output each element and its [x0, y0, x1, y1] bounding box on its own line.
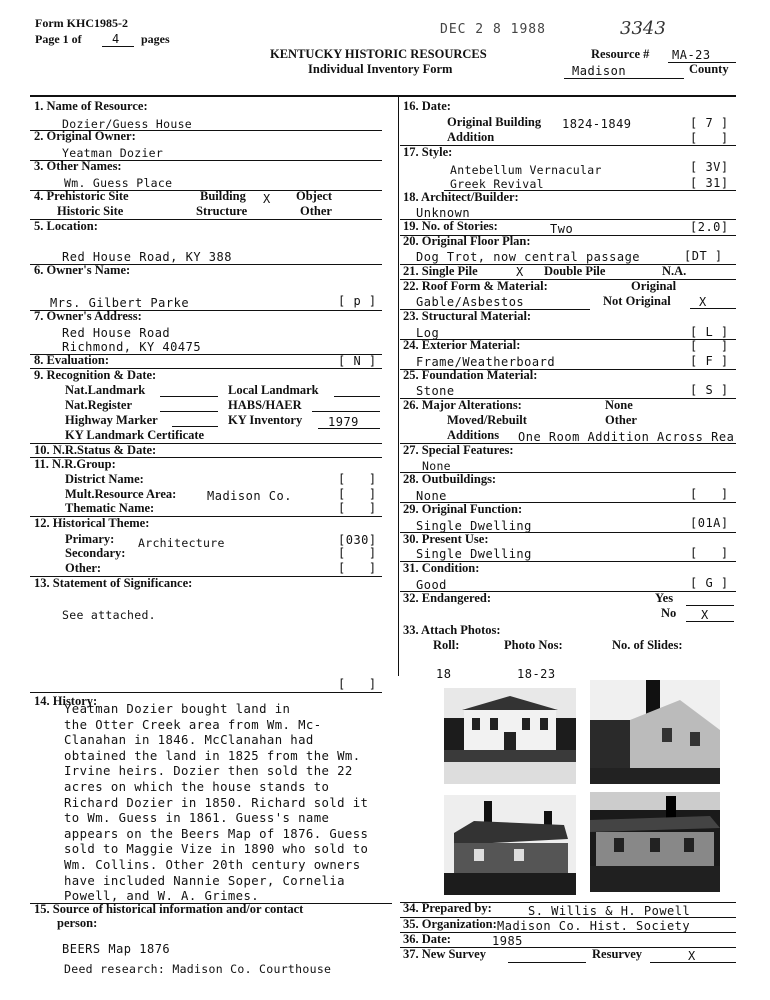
f3-value: Wm. Guess Place [64, 176, 173, 190]
history-line: sold to Maggie Vize in 1890 who sold to [64, 842, 369, 857]
f25-label: 25. Foundation Material: [403, 368, 538, 382]
f9-label: 9. Recognition & Date: [34, 368, 157, 382]
f35-value: Madison Co. Hist. Society [497, 919, 691, 933]
f23-value: Log [416, 326, 440, 340]
f5-value: Red House Road, KY 388 [62, 250, 232, 264]
f33-label: 33. Attach Photos: [403, 623, 501, 637]
page-total: 4 [112, 32, 120, 46]
f17-code2-brackets: [ 31] [690, 176, 729, 190]
f24-value: Frame/Weatherboard [416, 355, 556, 369]
f2-label: 2. Original Owner: [34, 129, 136, 143]
house-photo-rear [444, 795, 576, 895]
f15-value-line1: BEERS Map 1876 [62, 942, 171, 956]
f15-label-person: person: [57, 916, 98, 930]
f7-value-line1: Red House Road [62, 326, 171, 340]
form-subtitle: Individual Inventory Form [308, 62, 453, 76]
f9-ky-inventory: KY Inventory [228, 413, 303, 427]
f8-code-brackets: [ N ] [338, 354, 377, 368]
f29-label: 29. Original Function: [403, 502, 523, 516]
f4-label: 4. Prehistoric Site [34, 189, 129, 203]
f16-addition: Addition [447, 130, 495, 144]
history-line: appears on the Beers Map of 1876. Guess [64, 826, 369, 841]
f26-additions-value: One Room Addition Across Rea [518, 430, 735, 444]
history-line: Powell, and W. A. Grimes. [64, 889, 260, 904]
f7-label: 7. Owner's Address: [34, 309, 142, 323]
f13-code-brackets: [ ] [338, 677, 377, 691]
f25-code-brackets: [ S ] [690, 383, 729, 397]
f11-thematic-brackets: [ ] [338, 501, 377, 515]
f14-label: 14. History: [34, 694, 98, 708]
f6-code-brackets: [ p ] [338, 294, 377, 308]
f4-other: Other [300, 204, 332, 218]
f35-label: 35. Organization: [403, 917, 497, 931]
history-line: Wm. Collins. Other 20th century owners [64, 857, 361, 872]
county-label: County [689, 62, 729, 76]
f10-label: 10. N.R.Status & Date: [34, 443, 157, 457]
f12-primary: Primary: [65, 532, 115, 546]
form-id: Form KHC1985-2 [35, 16, 128, 30]
history-line: Yeatman Dozier bought land in [64, 702, 291, 716]
f21-double-pile: Double Pile [544, 264, 606, 278]
f13-label: 13. Statement of Significance: [34, 576, 193, 590]
history-line: to Wm. Guess in 1861. Guess's name [64, 811, 330, 826]
f11-mult-brackets: [ ] [338, 487, 377, 501]
f33-roll: Roll: [433, 638, 460, 652]
f12-other: Other: [65, 561, 102, 575]
f20-value: Dog Trot, now central passage [416, 250, 641, 264]
f12-primary-code-brackets: [030] [338, 533, 377, 547]
f18-value: Unknown [416, 206, 471, 220]
f4-building: Building [200, 189, 246, 203]
f9-ky-inventory-value: 1979 [328, 415, 359, 429]
f22-value: Gable/Asbestos [416, 295, 525, 309]
f12-secondary-brackets: [ ] [338, 546, 377, 560]
f19-value: Two [550, 222, 574, 236]
f12-other-brackets: [ ] [338, 561, 377, 575]
house-photo-side [590, 680, 720, 784]
f37-new-survey: 37. New Survey [403, 947, 486, 961]
f21-na: N.A. [662, 264, 687, 278]
resource-number: MA-23 [672, 48, 711, 62]
f4-structure: Structure [196, 204, 248, 218]
f22-mark: X [699, 295, 707, 309]
county-value: Madison [572, 64, 627, 78]
f26-moved-rebuilt: Moved/Rebuilt [447, 413, 527, 427]
f20-code-brackets: [DT ] [684, 249, 723, 263]
f30-brackets: [ ] [690, 546, 729, 560]
f33-photo-nos: Photo Nos: [504, 638, 563, 652]
f17-code1-brackets: [ 3V] [690, 160, 729, 174]
f1-value: Dozier/Guess House [62, 117, 193, 131]
f9-habs-haer: HABS/HAER [228, 398, 302, 412]
f14-history-text [64, 702, 368, 905]
f36-value: 1985 [492, 934, 523, 948]
f30-label: 30. Present Use: [403, 532, 489, 546]
f17-value1: Antebellum Vernacular [450, 163, 602, 177]
f19-code-brackets: [2.0] [690, 220, 729, 234]
f17-value2: Greek Revival [450, 177, 544, 191]
f32-no: No [661, 606, 677, 620]
f31-value: Good [416, 578, 447, 592]
f23-code-brackets: [ L ] [690, 325, 729, 339]
house-photo-addition [590, 792, 720, 892]
history-line: Irvine heirs. Dozier then sold the 22 [64, 764, 353, 779]
f16-addition-brackets: [ ] [690, 131, 729, 145]
f6-label: 6. Owner's Name: [34, 263, 131, 277]
f26-none: None [605, 398, 633, 412]
f22-not-original: Not Original [603, 294, 671, 308]
f21-single-pile: 21. Single Pile [403, 264, 478, 278]
f26-other: Other [605, 413, 637, 427]
history-line: have included Nannie Soper, Cornelia [64, 873, 345, 888]
f16-original-building: Original Building [447, 115, 542, 129]
f9-highway-marker: Highway Marker [65, 413, 158, 427]
f9-nat-register: Nat.Register [65, 398, 132, 412]
f27-value: None [422, 459, 451, 473]
f34-label: 34. Prepared by: [403, 901, 492, 915]
f2-value: Yeatman Dozier [62, 146, 164, 160]
f32-mark: X [701, 608, 709, 622]
f9-ky-landmark-certificate: KY Landmark Certificate [65, 428, 205, 442]
f7-value-line2: Richmond, KY 40475 [62, 340, 202, 354]
handwritten-number: 3343 [620, 18, 666, 39]
f33-photo-value: 18-23 [517, 667, 556, 681]
f13-value: See attached. [62, 608, 156, 622]
f16-label: 16. Date: [403, 99, 451, 113]
f22-label: 22. Roof Form & Material: [403, 279, 548, 293]
f16-original-code-brackets: [ 7 ] [690, 116, 729, 130]
f24-code-brackets: [ F ] [690, 354, 729, 368]
f9-nat-landmark: Nat.Landmark [65, 383, 146, 397]
f29-code-brackets: [01A] [690, 516, 729, 530]
f12-secondary: Secondary: [65, 546, 126, 560]
f33-roll-value: 18 [436, 667, 452, 681]
f22-original: Original [631, 279, 677, 293]
f24-blank-brackets: [ ] [690, 339, 729, 353]
f37-mark: X [688, 949, 696, 963]
pages-label: pages [141, 32, 170, 46]
f11-thematic-name: Thematic Name: [65, 501, 155, 515]
f37-resurvey: Resurvey [592, 947, 642, 961]
f16-original-value: 1824-1849 [562, 117, 632, 131]
f1-label: 1. Name of Resource: [34, 99, 148, 113]
f6-value: Mrs. Gilbert Parke [50, 296, 190, 310]
f27-label: 27. Special Features: [403, 443, 514, 457]
f11-label: 11. N.R.Group: [34, 457, 116, 471]
f3-label: 3. Other Names: [34, 159, 122, 173]
f29-value: Single Dwelling [416, 519, 532, 533]
f9-local-landmark: Local Landmark [228, 383, 319, 397]
f28-brackets: [ ] [690, 487, 729, 501]
page-label: Page 1 of [35, 32, 82, 46]
f11-mult-value: Madison Co. [207, 489, 292, 503]
f28-value: None [416, 489, 447, 503]
f15-value-line2: Deed research: Madison Co. Courthouse [64, 962, 332, 976]
history-line: Clanahan in 1846. McClanahan had [64, 733, 314, 748]
f15-label: 15. Source of historical information and/or contact [34, 902, 304, 916]
f18-label: 18. Architect/Builder: [403, 190, 519, 204]
form-title: KENTUCKY HISTORIC RESOURCES [270, 47, 487, 61]
f26-label: 26. Major Alterations: [403, 398, 522, 412]
f26-additions: Additions [447, 428, 500, 442]
f11-mult-resource: Mult.Resource Area: [65, 487, 177, 501]
f32-yes: Yes [655, 591, 674, 605]
f4-object: Object [296, 189, 333, 203]
f34-value: S. Willis & H. Powell [528, 904, 691, 918]
resource-label: Resource # [591, 47, 650, 61]
date-stamp: DEC 2 8 1988 [440, 22, 546, 37]
f19-label: 19. No. of Stories: [403, 219, 498, 233]
f17-label: 17. Style: [403, 145, 453, 159]
f36-label: 36. Date: [403, 932, 451, 946]
history-line: the Otter Creek area from Wm. Mc- [64, 717, 322, 732]
history-line: Richard Dozier in 1850. Richard sold it [64, 795, 369, 810]
f31-label: 31. Condition: [403, 561, 480, 575]
f5-label: 5. Location: [34, 219, 98, 233]
f30-value: Single Dwelling [416, 547, 532, 561]
f21-mark: X [516, 265, 524, 279]
f24-label: 24. Exterior Material: [403, 338, 521, 352]
f11-district-brackets: [ ] [338, 472, 377, 486]
f12-primary-value: Architecture [138, 536, 225, 550]
f31-code-brackets: [ G ] [690, 576, 729, 590]
f8-label: 8. Evaluation: [34, 353, 110, 367]
f20-label: 20. Original Floor Plan: [403, 234, 531, 248]
f33-no-of-slides: No. of Slides: [612, 638, 683, 652]
f25-value: Stone [416, 384, 455, 398]
house-photo-front [444, 688, 576, 784]
f4-building-mark: X [263, 192, 271, 206]
f28-label: 28. Outbuildings: [403, 472, 497, 486]
history-line: obtained the land in 1825 from the Wm. [64, 748, 361, 763]
history-line: acres on which the house stands to [64, 779, 330, 794]
f23-label: 23. Structural Material: [403, 309, 532, 323]
f11-district-name: District Name: [65, 472, 144, 486]
f32-label: 32. Endangered: [403, 591, 491, 605]
f12-label: 12. Historical Theme: [34, 516, 150, 530]
f4-historic-site: Historic Site [57, 204, 124, 218]
